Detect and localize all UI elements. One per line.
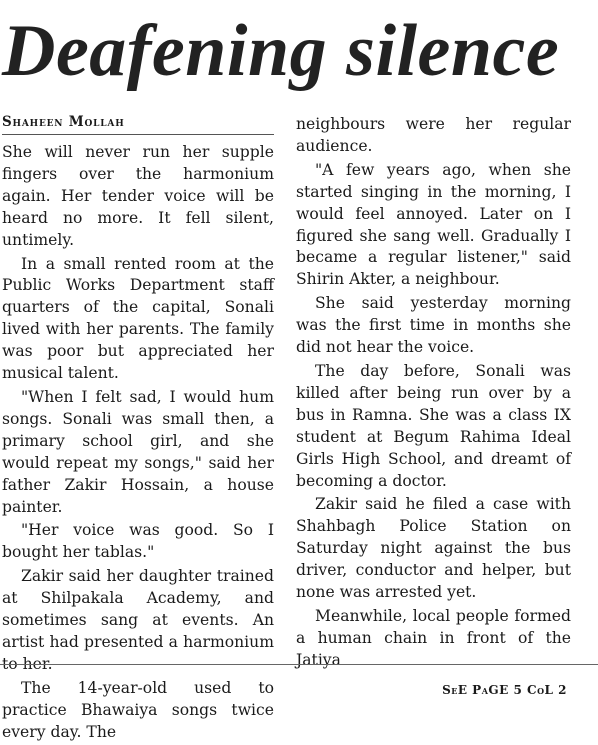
headline: Deafening silence — [2, 10, 560, 92]
paragraph: "A few years ago, when she started singing in the morning, I would feel annoyed. Later on I figured she sang well. Gradually I became a regular listener," said Shirin Akter, a neighbour. — [296, 160, 571, 289]
bottom-rule — [0, 664, 598, 665]
paragraph: The day before, Sonali was killed after being run over by a bus in Ramna. She was a class IX student at Begum Rahima Ideal Girls High School, and dreamt of becoming a doctor. — [296, 361, 571, 490]
paragraph: "When I felt sad, I would hum songs. Sonali was small then, a primary school girl, and she would repeat my songs," said her father Zakir Hossain, a house painter. — [2, 387, 274, 516]
paragraph: Zakir said he filed a case with Shahbagh Police Station on Saturday night against the bus driver, conductor and helper, but none was arrested yet. — [296, 495, 571, 602]
continued-on-link[interactable]: SeE PaGE 5 CoL 2 — [442, 682, 567, 697]
paragraph: In a small rented room at the Public Works Department staff quarters of the capital, Sonali lived with her parents. The family was poor but appreciated her musical talent. — [2, 254, 274, 383]
paragraph: She said yesterday morning was the first time in months she did not hear the voice. — [296, 294, 571, 357]
byline: Shaheen Mollah — [2, 113, 274, 135]
article-column-left — [2, 113, 274, 745]
paragraph: Meanwhile, local people formed a human chain in front of the Jatiya — [296, 606, 571, 669]
paragraph: neighbours were her regular audience. — [296, 115, 571, 155]
paragraph: Zakir said her daughter trained at Shilpakala Academy, and sometimes sang at events. An artist had presented a harmonium to her. — [2, 567, 274, 673]
paragraph: The 14-year-old used to practice Bhawaiya songs twice every day. The — [2, 678, 274, 741]
article-column-right — [296, 114, 571, 702]
paragraph: "Her voice was good. So I bought her tablas." — [2, 521, 274, 562]
paragraph: She will never run her supple fingers over the harmonium again. Her tender voice will be heard no more. It fell silent, untimely. — [2, 143, 274, 249]
